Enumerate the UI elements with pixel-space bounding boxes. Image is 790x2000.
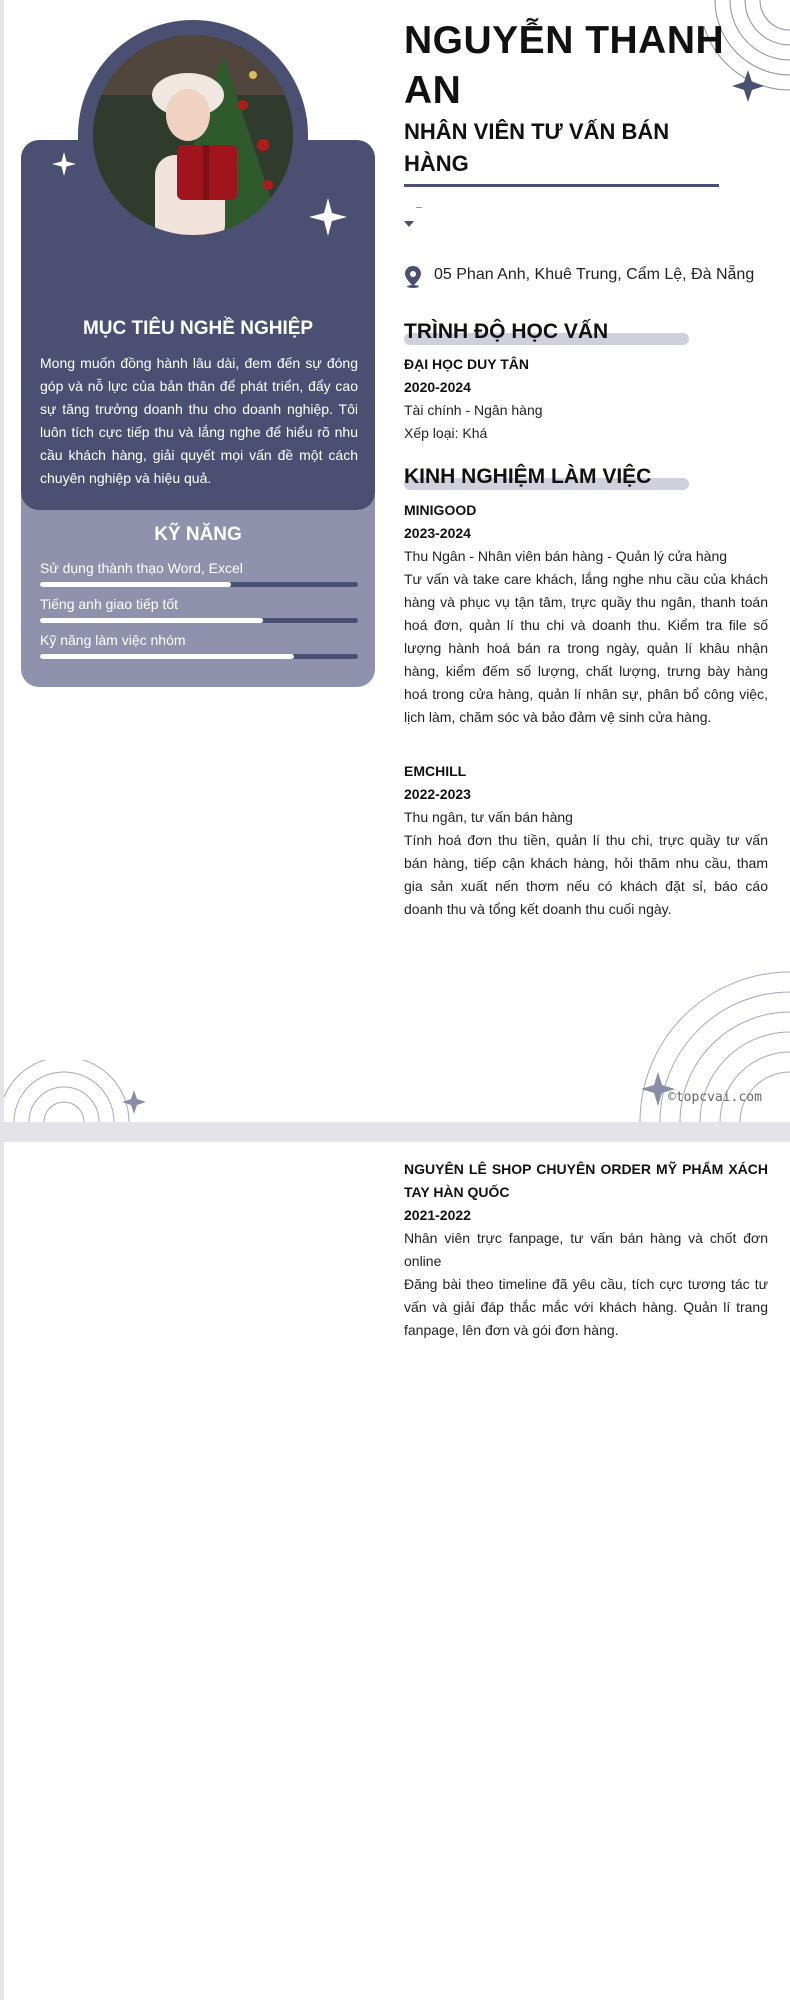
skill-bar (40, 654, 358, 659)
job-company: NGUYÊN LÊ SHOP CHUYÊN ORDER MỸ PHẨM XÁCH TAY HÀN QUỐC (404, 1161, 768, 1200)
job-description: Tính hoá đơn thu tiền, quản lí thu chi, trực quầy tư vấn bán hàng, tiếp cận khách hàng, hỏi thăm nhu cầu, tham gia sản xuất nến thơm nếu có khách đặt sỉ, báo cáo doanh thu và tổng kết doanh thu cuối ngày. (404, 832, 768, 917)
job-role: Thu Ngân - Nhân viên bán hàng - Quản lý cửa hàng (404, 548, 728, 564)
skill-label: Sử dụng thành thạo Word, Excel (40, 560, 243, 576)
skill-bar-fill (40, 654, 294, 659)
skill-label: Kỹ năng làm việc nhóm (40, 632, 186, 648)
education-heading: TRÌNH ĐỘ HỌC VẤN (404, 320, 609, 343)
skill-bar (40, 582, 358, 587)
job-company: EMCHILL (404, 763, 467, 779)
skill-bar-fill (40, 618, 263, 623)
job-role: Thu ngân, tư vấn bán hàng (404, 809, 573, 825)
location-pin-icon (404, 266, 422, 288)
job-role: Nhân viên trực fanpage, tư vấn bán hàng và chốt đơn online (404, 1230, 768, 1269)
education-major: Tài chính - Ngân hàng (404, 402, 543, 418)
sparkle-icon (52, 152, 76, 176)
decorative-arcs-icon (4, 1060, 154, 1122)
job-years: 2021-2022 (404, 1207, 471, 1223)
sparkle-icon (309, 198, 347, 236)
experience-heading: KINH NGHIỆM LÀM VIỆC (404, 465, 652, 488)
avatar (93, 35, 293, 235)
job-years: 2023-2024 (404, 525, 471, 541)
job-description: Tư vấn và take care khách, lắng nghe nhu cầu của khách hàng và phục vụ tận tâm, trực quầy thu ngân, thanh toán hoá đơn, quản lí thu chi và doanh thu. Kiểm tra file số lượng hành hoá bán ra trong ngày, quản lí khâu nhận hàng, kiểm đếm số lượng, chất lượng, trưng bày hàng hoá trong cửa hàng, quản lí nhân sự, phân bổ công việc, lịch làm, chăm sóc và bảo đảm vệ sinh cửa hàng. (404, 571, 768, 725)
objective-heading: MỤC TIÊU NGHỀ NGHIỆP (82, 318, 314, 339)
job-company: MINIGOOD (404, 502, 477, 518)
skills-heading: KỸ NĂNG (154, 524, 242, 545)
watermark: ©topcvai.com (668, 1090, 762, 1105)
job-description: Đăng bài theo timeline đã yêu cầu, tích cực tương tác tư vấn và giải đáp thắc mắc với khách hàng. Quản lí trang fanpage, lên đơn và gói đơn hàng. (404, 1276, 768, 1338)
skill-bar-fill (40, 582, 231, 587)
skill-bar (40, 618, 358, 623)
education-grade: Xếp loại: Khá (404, 425, 488, 441)
small-dropdown-marker (404, 207, 424, 227)
school-name: ĐẠI HỌC DUY TÂN (404, 356, 529, 372)
title-divider (404, 184, 719, 187)
objective-text: Mong muốn đồng hành lâu dài, đem đến sự đóng góp và nỗ lực của bản thân để phát triển, đẩy cao sự tăng trưởng doanh thu cho doanh nghiệp. Tôi luôn tích cực tiếp thu và lắng nghe để hiểu rõ nhu cầu khách hàng, giải quyết mọi vấn đề một cách chuyên nghiệp và hiệu quả. (40, 355, 358, 486)
full-name: NGUYỄN THANH AN (404, 19, 725, 112)
job-years: 2022-2023 (404, 786, 471, 802)
skill-label: Tiếng anh giao tiếp tốt (40, 596, 179, 612)
job-title: NHÂN VIÊN TƯ VẤN BÁN HÀNG (404, 119, 670, 176)
cv-page-2 (4, 1142, 790, 2000)
education-years: 2020-2024 (404, 379, 471, 395)
address-text: 05 Phan Anh, Khuê Trung, Cẩm Lệ, Đà Nẵng (434, 266, 755, 283)
cv-page-1 (4, 0, 790, 1122)
